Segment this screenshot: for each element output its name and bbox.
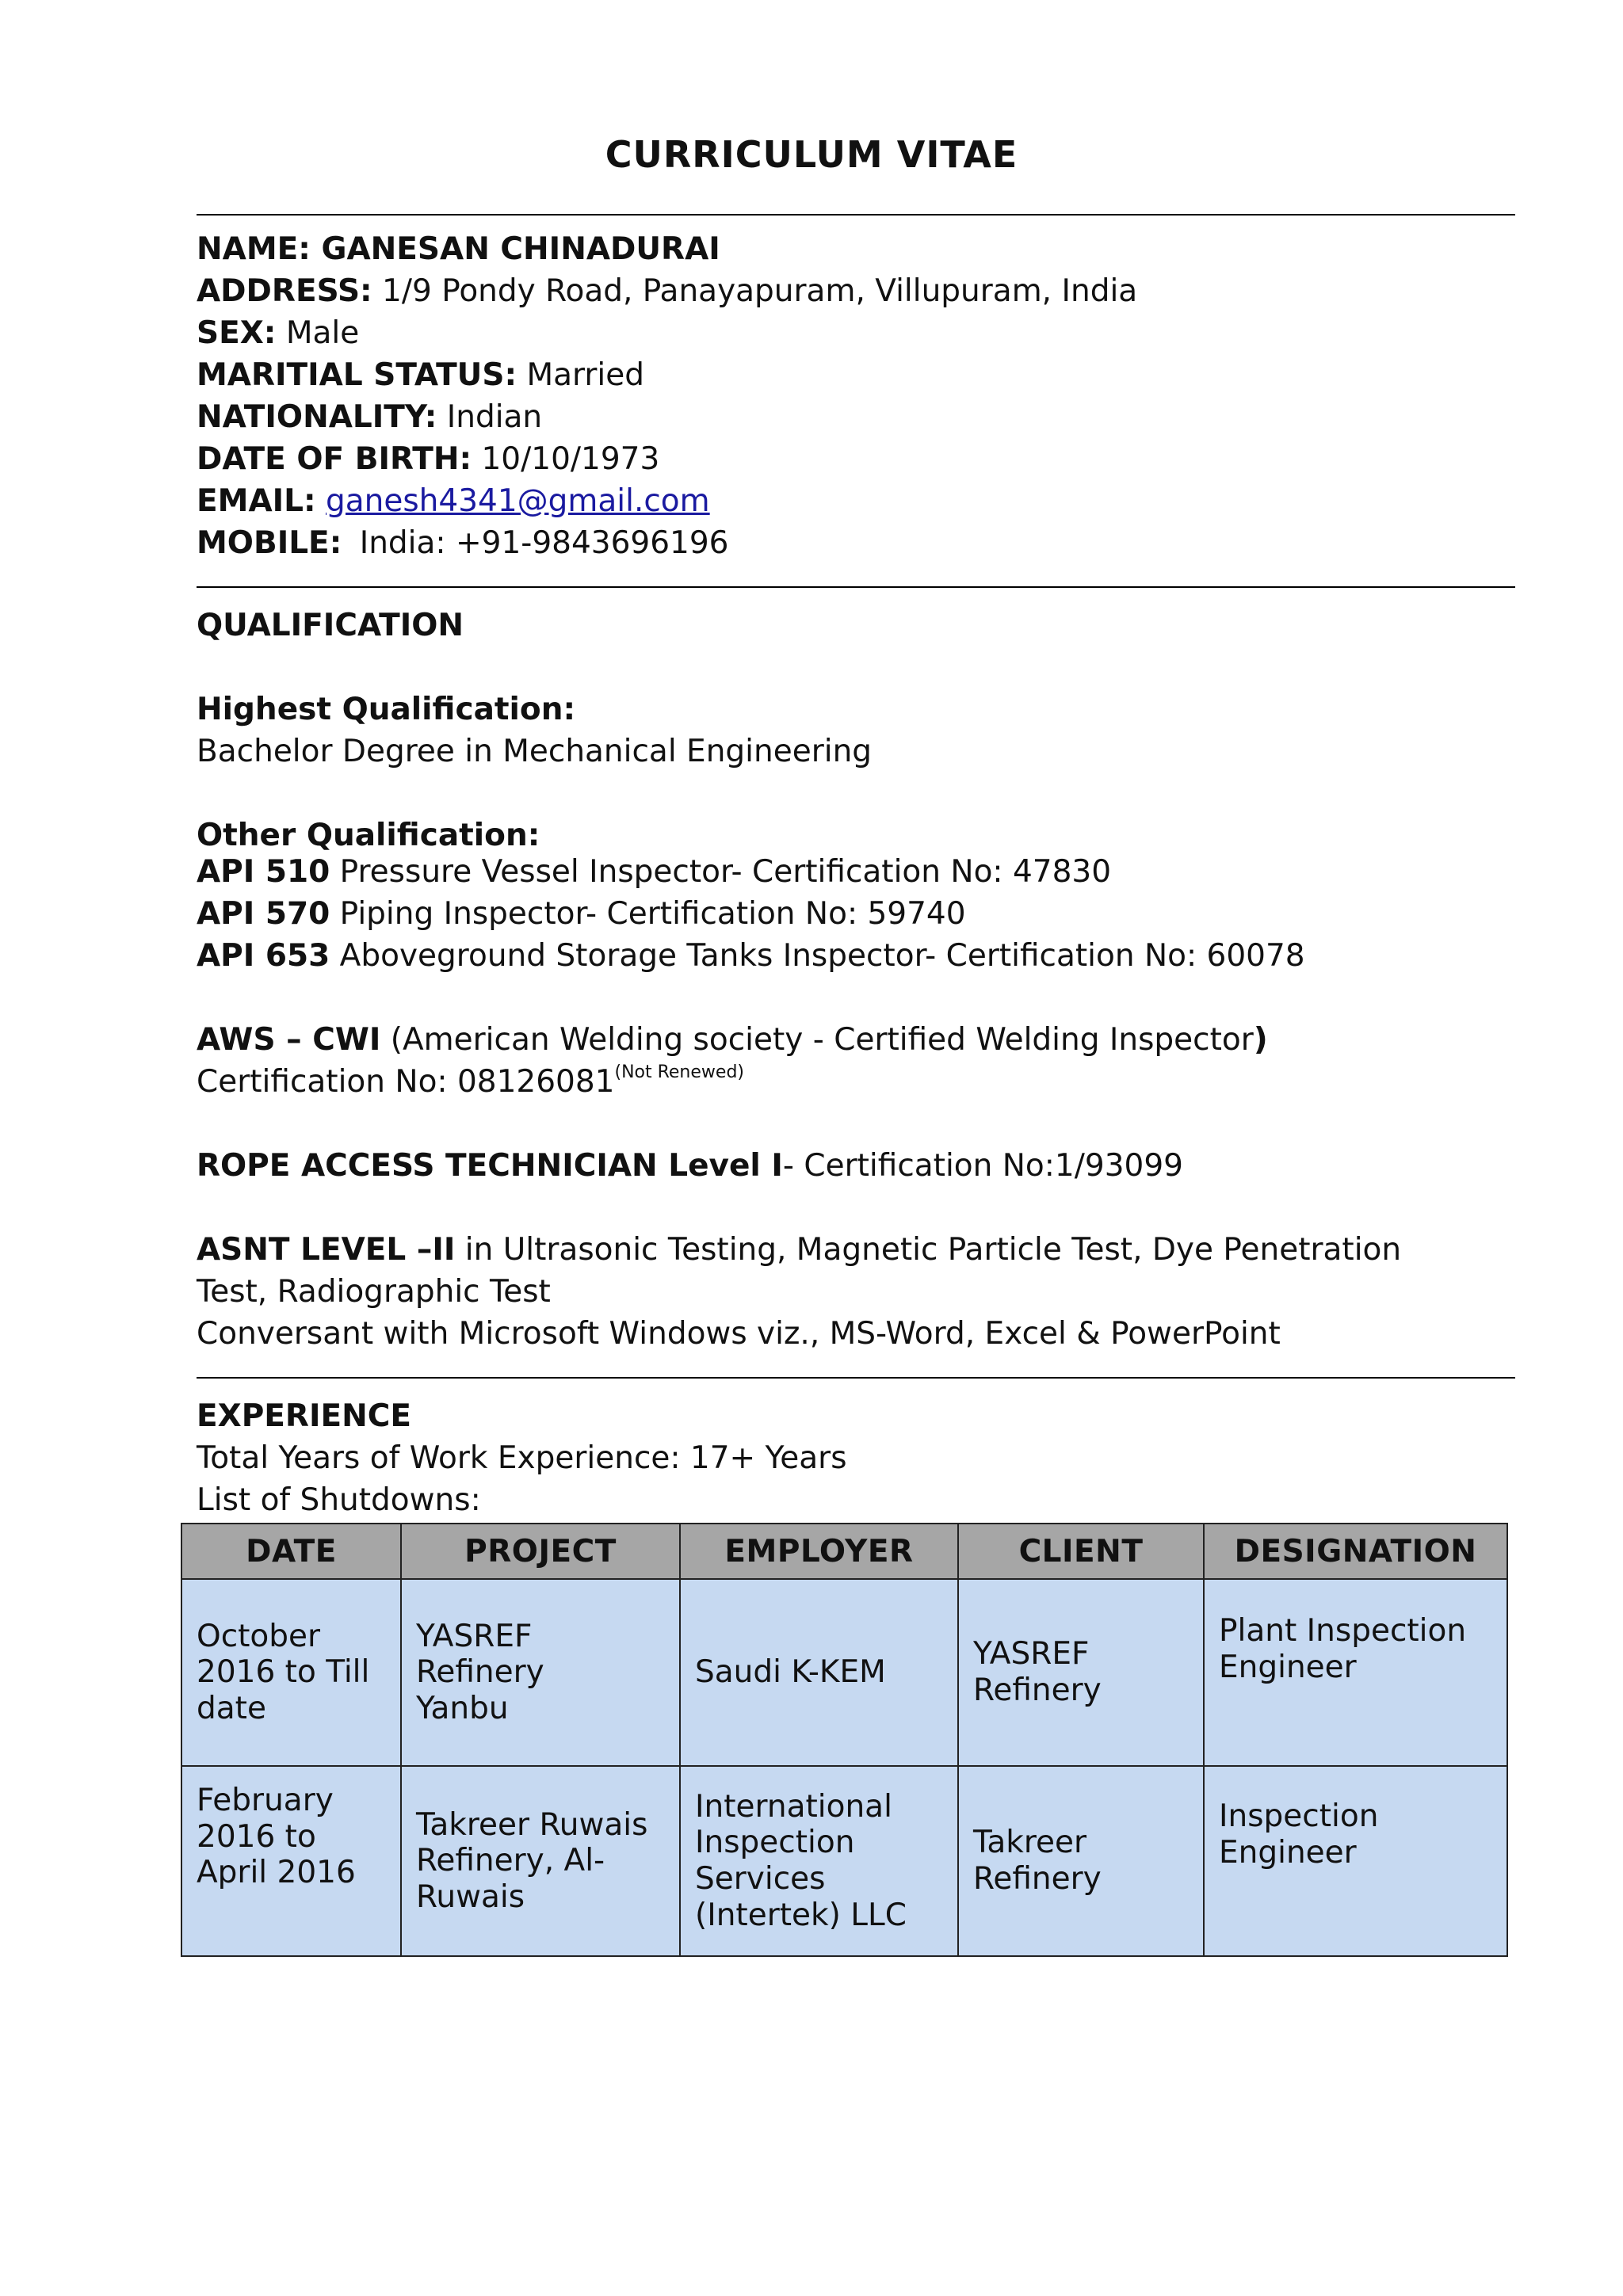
marital-line	[197, 357, 644, 395]
dob-line	[197, 441, 659, 479]
table-row	[181, 1766, 1507, 1956]
cell-client	[958, 1579, 1204, 1766]
asnt-line-2: Test, Radiographic Test	[197, 1274, 551, 1310]
marital-value: Married	[526, 357, 644, 393]
name-label: NAME:	[197, 231, 311, 267]
column-header-date: DATE	[181, 1524, 401, 1579]
shutdown-list-label: List of Shutdowns:	[197, 1482, 481, 1518]
sex-value: Male	[285, 315, 360, 351]
cell-client	[958, 1766, 1204, 1956]
email-link[interactable]: ganesh4341@gmail.com	[326, 483, 710, 519]
table-header-row	[181, 1524, 1507, 1579]
cell-text: Inspection Engineer	[1219, 1798, 1379, 1871]
rope-line	[197, 1148, 1183, 1185]
asnt-text: in Ultrasonic Testing, Magnetic Particle Test, Dye Penetration	[464, 1232, 1402, 1268]
asnt-line	[197, 1232, 1401, 1269]
dob-value: 10/10/1973	[481, 441, 660, 477]
cell-text: October 2016 to Till date	[197, 1618, 370, 1726]
cell-text: YASREF Refinery	[973, 1636, 1102, 1708]
cell-text: February 2016 to April 2016	[197, 1783, 356, 1891]
cell-text: Takreer Refinery	[973, 1825, 1102, 1897]
divider-qualification	[197, 1377, 1515, 1379]
cell-text: YASREF Refinery Yanbu	[416, 1618, 544, 1726]
qualification-heading: QUALIFICATION	[197, 608, 464, 643]
cell-date	[181, 1579, 401, 1766]
cell-employer	[680, 1579, 958, 1766]
cell-text: Saudi K-KEM	[695, 1654, 886, 1691]
cell-designation	[1204, 1579, 1507, 1766]
mobile-label: MOBILE:	[197, 525, 342, 561]
asnt-code: ASNT LEVEL –II	[197, 1232, 456, 1268]
nationality-label: NATIONALITY:	[197, 399, 437, 435]
aws-close: )	[1253, 1022, 1268, 1058]
dob-label: DATE OF BIRTH:	[197, 441, 472, 477]
other-qualification-heading: Other Qualification:	[197, 818, 540, 853]
sex-label: SEX:	[197, 315, 277, 351]
document-title: CURRICULUM VITAE	[605, 133, 1018, 176]
address-value: 1/9 Pondy Road, Panayapuram, Villupuram, India	[382, 273, 1138, 309]
api-item	[197, 896, 966, 933]
cell-project	[401, 1766, 680, 1956]
email-label: EMAIL:	[197, 483, 316, 519]
aws-text: (American Welding society - Certified Welding Inspector	[390, 1022, 1254, 1058]
column-header-project: PROJECT	[401, 1524, 680, 1579]
cell-employer	[680, 1766, 958, 1956]
mobile-line	[197, 525, 728, 563]
column-header-client: CLIENT	[958, 1524, 1204, 1579]
mobile-value: India: +91-9843696196	[359, 525, 729, 561]
cell-text: Takreer Ruwais Refinery, Al- Ruwais	[416, 1806, 648, 1915]
api-code: API 570	[197, 896, 330, 932]
address-label: ADDRESS:	[197, 273, 372, 309]
cell-text: Plant Inspection Engineer	[1219, 1613, 1467, 1685]
highest-qualification-heading: Highest Qualification:	[197, 692, 576, 727]
aws-note: (Not Renewed)	[614, 1062, 744, 1082]
api-text: Pressure Vessel Inspector- Certification No: 47830	[339, 854, 1112, 890]
api-item	[197, 938, 1305, 975]
email-line	[197, 483, 710, 521]
aws-code: AWS – CWI	[197, 1022, 381, 1058]
computer-skills: Conversant with Microsoft Windows viz., MS-Word, Excel & PowerPoint	[197, 1316, 1281, 1352]
cell-designation	[1204, 1766, 1507, 1956]
api-text: Aboveground Storage Tanks Inspector- Certification No: 60078	[339, 938, 1305, 974]
aws-cert-line	[197, 1064, 744, 1101]
column-header-designation: DESIGNATION	[1204, 1524, 1507, 1579]
address-line	[197, 273, 1137, 311]
table-row	[181, 1579, 1507, 1766]
aws-line	[197, 1022, 1268, 1059]
divider-personal	[197, 586, 1515, 588]
marital-label: MARITIAL STATUS:	[197, 357, 517, 393]
rope-text: - Certification No:1/93099	[782, 1148, 1183, 1184]
experience-total: Total Years of Work Experience: 17+ Years	[197, 1440, 847, 1476]
divider-top	[197, 214, 1515, 215]
highest-qualification-value: Bachelor Degree in Mechanical Engineering	[197, 734, 873, 769]
name-value: GANESAN CHINADURAI	[321, 231, 720, 267]
nationality-line	[197, 399, 542, 437]
nationality-value: Indian	[446, 399, 543, 435]
sex-line	[197, 315, 359, 353]
column-header-employer: EMPLOYER	[680, 1524, 958, 1579]
api-code: API 510	[197, 854, 330, 890]
api-code: API 653	[197, 938, 330, 974]
api-item	[197, 854, 1111, 891]
experience-heading: EXPERIENCE	[197, 1398, 412, 1434]
api-text: Piping Inspector- Certification No: 59740	[339, 896, 966, 932]
aws-cert: Certification No: 08126081	[197, 1064, 615, 1100]
cell-project	[401, 1579, 680, 1766]
cell-date	[181, 1766, 401, 1956]
shutdown-table	[181, 1523, 1508, 1957]
cell-text: International Inspection Services (Intertek) LLC	[695, 1788, 907, 1933]
name-line	[197, 231, 720, 269]
rope-code: ROPE ACCESS TECHNICIAN Level I	[197, 1148, 783, 1184]
